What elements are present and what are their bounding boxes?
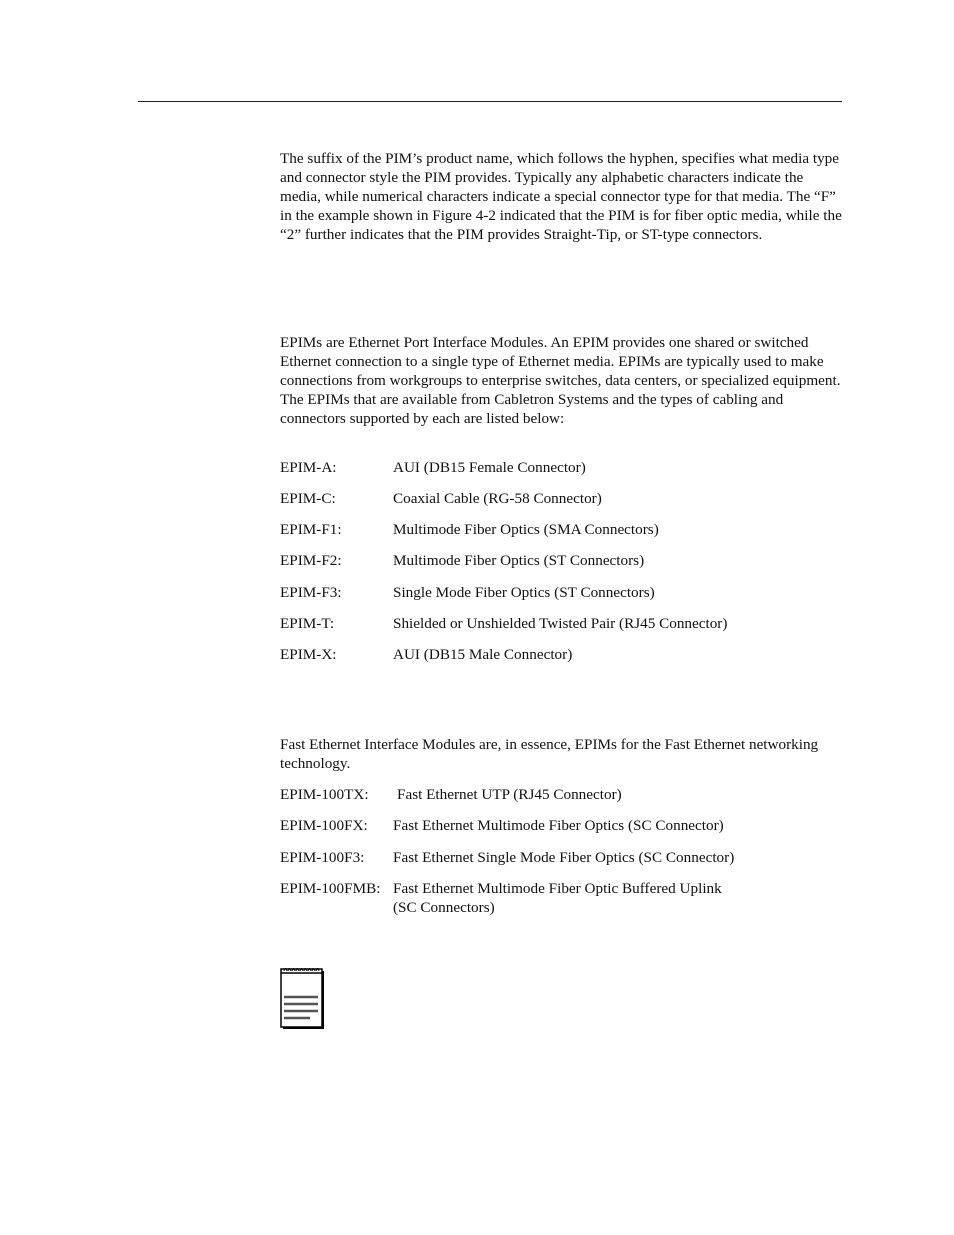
epim-description: Multimode Fiber Optics (ST Connectors) xyxy=(393,552,645,569)
epim-intro-paragraph: EPIMs are Ethernet Port Interface Modules. An EPIM provides one shared or switched Ethernet connection to a single type of Ethernet media. EPIMs are typically used to make connections from workgroups to enterprise switches, data centers, or specialized equipment. The EPIMs that are available from Cabletron Systems and the types of cabling and connectors supported by each are listed below: xyxy=(280,334,841,427)
epim-description: Multimode Fiber Optics (SMA Connectors) xyxy=(393,521,659,538)
fast-ethernet-code: EPIM-100FX: xyxy=(280,817,368,834)
epim-code: EPIM-C: xyxy=(280,490,336,507)
fast-ethernet-code: EPIM-100TX: xyxy=(280,786,369,803)
fast-ethernet-description: Fast Ethernet Single Mode Fiber Optics (SC Connector) xyxy=(393,849,735,866)
epim-description: AUI (DB15 Male Connector) xyxy=(393,646,573,663)
fast-ethernet-intro-paragraph: Fast Ethernet Interface Modules are, in essence, EPIMs for the Fast Ethernet networking technology. xyxy=(280,736,819,772)
epim-description: Coaxial Cable (RG-58 Connector) xyxy=(393,490,602,507)
epim-list-item xyxy=(280,583,844,602)
epim-code: EPIM-T: xyxy=(280,615,335,632)
epim-list-item xyxy=(280,520,844,539)
epim-list-item xyxy=(280,551,844,570)
fast-ethernet-code: EPIM-100FMB: xyxy=(280,880,381,897)
epim-code: EPIM-F3: xyxy=(280,584,342,601)
fast-ethernet-list-item xyxy=(280,785,844,804)
epim-code: EPIM-F1: xyxy=(280,521,342,538)
fast-ethernet-list-item xyxy=(280,848,844,867)
epim-code: EPIM-X: xyxy=(280,646,337,663)
epim-list-item xyxy=(280,645,844,664)
epim-description: AUI (DB15 Female Connector) xyxy=(393,459,586,476)
fast-ethernet-description: Fast Ethernet UTP (RJ45 Connector) xyxy=(397,786,622,803)
header-rule xyxy=(138,101,842,102)
epim-list-item xyxy=(280,614,844,633)
epim-list-item xyxy=(280,489,844,508)
suffix-paragraph: The suffix of the PIM’s product name, which follows the hyphen, specifies what media type and connector style the PIM provides. Typically any alphabetic characters indicate the media, while numerical characters indicate a special connector type for that media. The “F” in the example shown in Figure 4-2 indicated that the PIM is for fiber optic media, while the “2” further indicates that the PIM provides Straight-Tip, or ST-type connectors. xyxy=(280,150,842,243)
fast-ethernet-description xyxy=(393,879,844,917)
notepad-icon xyxy=(280,965,326,1031)
epim-code: EPIM-F2: xyxy=(280,552,342,569)
epim-code: EPIM-A: xyxy=(280,459,337,476)
fast-ethernet-list-item xyxy=(280,879,844,917)
fast-ethernet-description: Fast Ethernet Multimode Fiber Optics (SC Connector) xyxy=(393,817,724,834)
fast-ethernet-code: EPIM-100F3: xyxy=(280,849,365,866)
fast-ethernet-list-item xyxy=(280,816,844,835)
fast-ethernet-description-line-2: (SC Connectors) xyxy=(393,899,495,916)
fast-ethernet-description-line-1: Fast Ethernet Multimode Fiber Optic Buffered Uplink xyxy=(393,880,722,897)
epim-description: Single Mode Fiber Optics (ST Connectors) xyxy=(393,584,655,601)
epim-list-item xyxy=(280,458,844,477)
epim-description: Shielded or Unshielded Twisted Pair (RJ45 Connector) xyxy=(393,615,728,632)
